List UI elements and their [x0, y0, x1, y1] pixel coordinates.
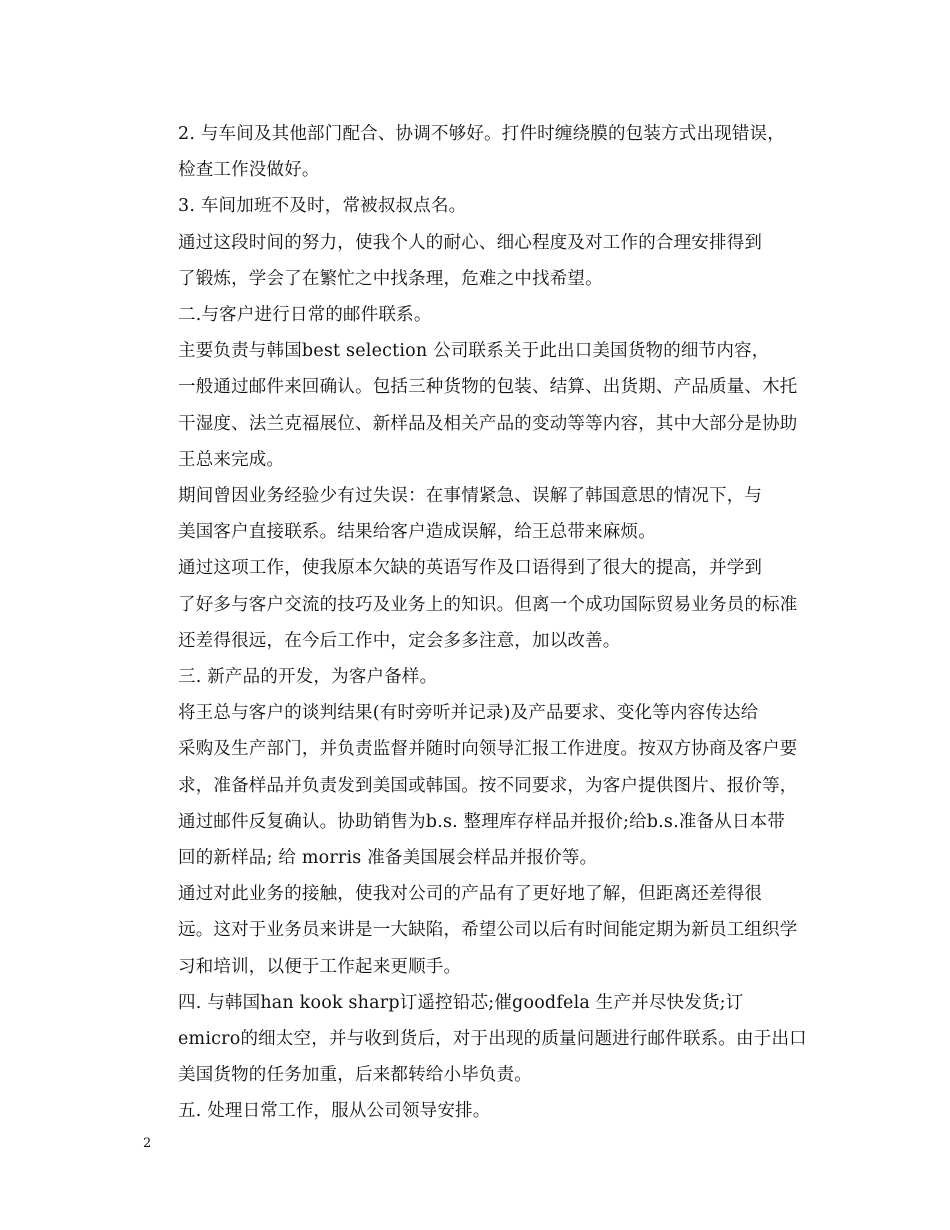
paragraph-line: 主要负责与韩国best selection 公司联系关于此出口美国货物的细节内容，	[178, 341, 770, 362]
page-number: 2	[143, 1136, 152, 1151]
paragraph	[143, 659, 815, 695]
paragraph-line: 采购及生产部门，并负责监督并随时向领导汇报工作进度。按双方协商及客户要	[178, 739, 798, 760]
paragraph-line: 了锻炼，学会了在繁忙之中找条理，危难之中找希望。	[178, 268, 603, 289]
paragraph-line: 将王总与客户的谈判结果(有时旁听并记录)及产品要求、变化等内容传达给	[178, 703, 759, 724]
paragraph	[143, 478, 815, 550]
paragraph-line: 三. 新产品的开发，为客户备样。	[178, 667, 438, 688]
paragraph-line: 还差得很远，在今后工作中，定会多多注意，加以改善。	[178, 630, 621, 651]
paragraph	[143, 550, 815, 659]
paragraph-line: 3. 车间加班不及时，常被叔叔点名。	[178, 196, 467, 217]
paragraph-line: 了好多与客户交流的技巧及业务上的知识。但离一个成功国际贸易业务员的标准	[178, 594, 798, 615]
paragraph-line: 通过对此业务的接触，使我对公司的产品有了更好地了解，但距离还差得很	[178, 884, 763, 905]
paragraph-line: 远。这对于业务员来讲是一大缺陷，希望公司以后有时间能定期为新员工组织学	[178, 920, 798, 941]
paragraph-line: 五. 处理日常工作，服从公司领导安排。	[178, 1101, 491, 1122]
paragraph-line: 四. 与韩国han kook sharp订遥控铅芯;催goodfela 生产并尽快发货;订	[178, 992, 744, 1013]
paragraph-line: emicro的细太空，并与收到货后，对于出现的质量问题进行邮件联系。由于出口	[178, 1029, 807, 1050]
paragraph-line: 检查工作没做好。	[178, 160, 320, 181]
paragraph	[143, 188, 815, 224]
paragraph-line: 干湿度、法兰克福展位、新样品及相关产品的变动等等内容，其中大部分是协助	[178, 413, 798, 434]
paragraph-line: 2. 与车间及其他部门配合、协调不够好。打件时缠绕膜的包装方式出现错误，	[178, 124, 785, 144]
paragraph-line: 期间曾因业务经验少有过失误：在事情紧急、误解了韩国意思的情况下，与	[178, 486, 763, 507]
paragraph-line: 求，准备样品并负责发到美国或韩国。按不同要求，为客户提供图片、报价等，	[178, 775, 798, 796]
paragraph-line: 习和培训，以便于工作起来更顺手。	[178, 956, 462, 977]
paragraph-line: 通过这项工作，使我原本欠缺的英语写作及口语得到了很大的提高，并学到	[178, 558, 763, 579]
paragraph	[143, 116, 815, 188]
paragraph-line: 王总来完成。	[178, 449, 285, 470]
paragraph	[143, 695, 815, 876]
paragraph-line: 美国货物的任务加重，后来都转给小毕负责。	[178, 1065, 532, 1086]
paragraph	[143, 297, 815, 333]
paragraph-line: 一般通过邮件来回确认。包括三种货物的包装、结算、出货期、产品质量、木托	[178, 377, 798, 398]
paragraph	[143, 225, 815, 297]
paragraph	[143, 876, 815, 985]
paragraph-line: 美国客户直接联系。结果给客户造成误解，给王总带来麻烦。	[178, 522, 656, 543]
paragraph	[143, 333, 815, 478]
paragraph-line: 通过这段时间的努力，使我个人的耐心、细心程度及对工作的合理安排得到	[178, 232, 763, 253]
paragraph	[143, 985, 815, 1094]
paragraph-line: 回的新样品; 给 morris 准备美国展会样品并报价等。	[178, 848, 598, 869]
body-text	[143, 116, 815, 1130]
paragraph	[143, 1093, 815, 1129]
paragraph-line: 二.与客户进行日常的邮件联系。	[178, 305, 432, 326]
paragraph-line: 通过邮件反复确认。协助销售为b.s. 整理库存样品并报价;给b.s.准备从日本带	[178, 811, 786, 832]
